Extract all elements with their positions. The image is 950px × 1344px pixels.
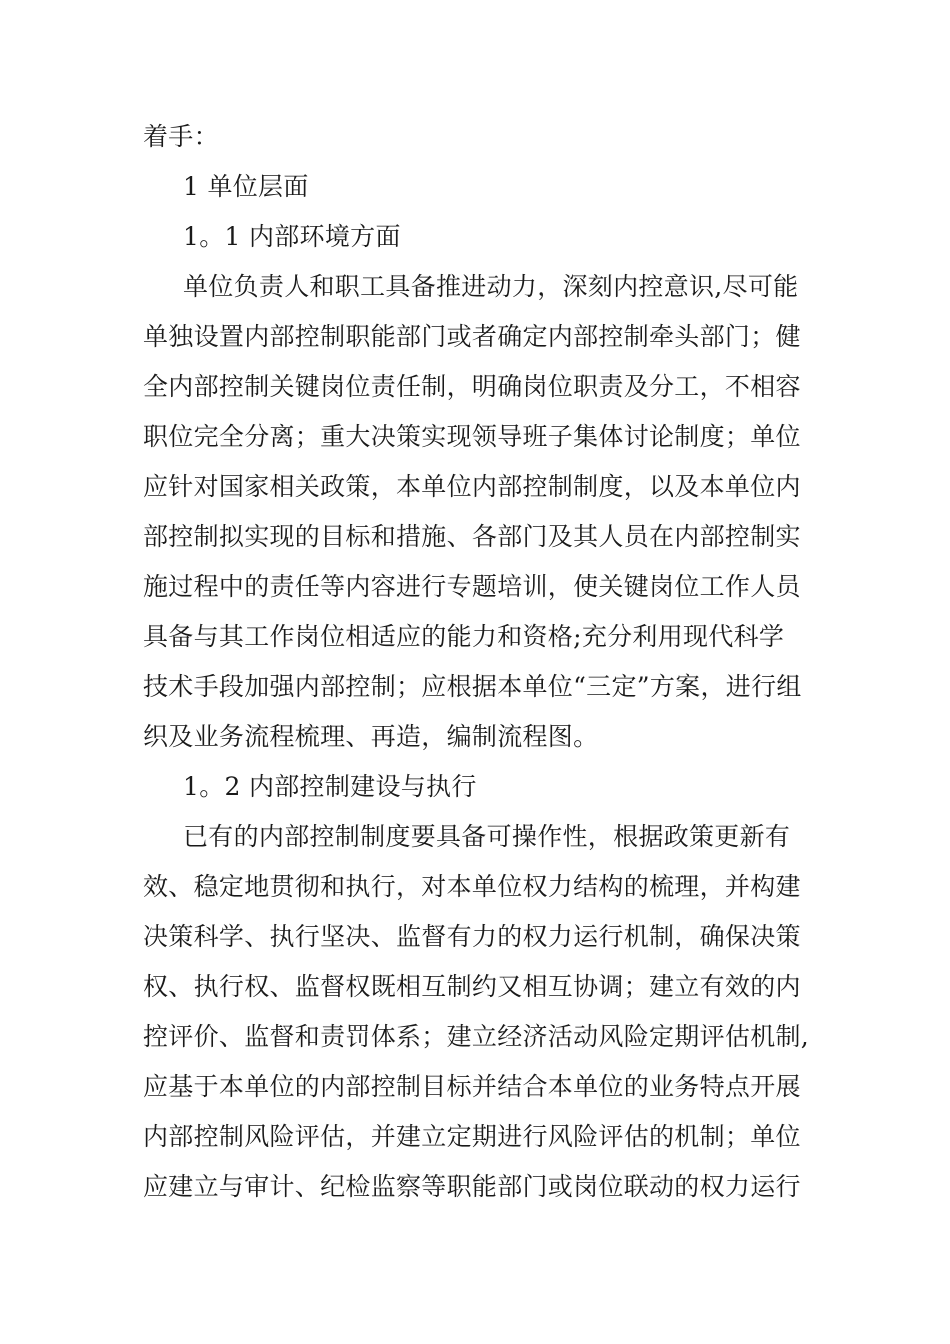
paragraph-line: 施过程中的责任等内容进行专题培训，使关键岗位工作人员	[143, 572, 801, 601]
paragraph-line: 应建立与审计、纪检监察等职能部门或岗位联动的权力运行	[143, 1172, 801, 1201]
paragraph-line: 决策科学、执行坚决、监督有力的权力运行机制，确保决策	[143, 922, 801, 951]
paragraph-line: 部控制拟实现的目标和措施、各部门及其人员在内部控制实	[143, 522, 801, 551]
paragraph-line: 应针对国家相关政策，本单位内部控制制度，以及本单位内	[143, 472, 801, 501]
paragraph-line: 已有的内部控制制度要具备可操作性，根据政策更新有	[183, 822, 791, 851]
paragraph-line: 内部控制风险评估，并建立定期进行风险评估的机制；单位	[143, 1122, 801, 1151]
paragraph-line: 应基于本单位的内部控制目标并结合本单位的业务特点开展	[143, 1072, 801, 1101]
paragraph-line: 单位负责人和职工具备推进动力，深刻内控意识,尽可能	[183, 272, 799, 301]
paragraph-line: 效、稳定地贯彻和执行，对本单位权力结构的梳理，并构建	[143, 872, 801, 901]
paragraph-line: 全内部控制关键岗位责任制，明确岗位职责及分工，不相容	[143, 372, 801, 401]
paragraph-line: 职位完全分离；重大决策实现领导班子集体讨论制度；单位	[143, 422, 801, 451]
subsection-heading: 1。2 内部控制建设与执行	[183, 772, 477, 801]
paragraph-line: 具备与其工作岗位相适应的能力和资格;充分利用现代科学	[143, 622, 785, 651]
paragraph-line: 权、执行权、监督权既相互制约又相互协调；建立有效的内	[143, 972, 801, 1001]
subsection-heading: 1。1 内部环境方面	[183, 222, 401, 251]
paragraph-line: 控评价、监督和责罚体系；建立经济活动风险定期评估机制,	[143, 1022, 810, 1051]
section-heading: 1 单位层面	[183, 172, 309, 201]
text-line: 着手：	[143, 122, 219, 151]
document-body	[143, 112, 811, 1212]
paragraph-line: 织及业务流程梳理、再造，编制流程图。	[143, 722, 599, 751]
paragraph-line: 技术手段加强内部控制；应根据本单位“三定”方案，进行组	[143, 672, 802, 701]
paragraph-line: 单独设置内部控制职能部门或者确定内部控制牵头部门；健	[143, 322, 801, 351]
